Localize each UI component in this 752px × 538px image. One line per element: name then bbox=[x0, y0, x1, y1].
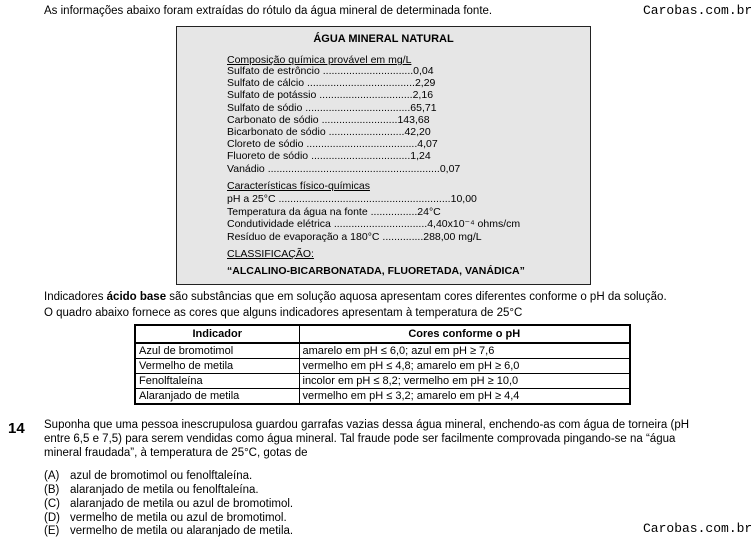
intro-text: As informações abaixo foram extraídas do rótulo da água mineral de determinada fonte. bbox=[44, 5, 493, 17]
option-a[interactable]: (A) azul de bromotimol ou fenolftaleína. bbox=[44, 470, 253, 482]
table-header-row bbox=[135, 325, 630, 343]
header-colors: Cores conforme o pH bbox=[299, 325, 630, 343]
composition-line bbox=[227, 89, 433, 101]
physchem-line bbox=[227, 231, 482, 243]
indicator-paragraph bbox=[44, 290, 667, 304]
physchem-line bbox=[227, 218, 520, 230]
composition-name: Cloreto de sódio bbox=[227, 138, 304, 151]
composition-name: Sulfato de estrôncio bbox=[227, 65, 320, 77]
physchem-line bbox=[227, 206, 441, 218]
composition-value: 2,29 bbox=[414, 77, 436, 90]
para1-bold: ácido base bbox=[106, 291, 167, 303]
composition-dots: .......................... bbox=[321, 113, 398, 126]
physchem-dots: .............. bbox=[382, 230, 424, 243]
composition-line bbox=[227, 138, 438, 150]
indicator-name: Azul de bromotimol bbox=[135, 343, 299, 359]
composition-name: Fluoreto de sódio bbox=[227, 150, 309, 163]
composition-value: 42,20 bbox=[404, 126, 431, 138]
physchem-value: 10,00 bbox=[450, 193, 477, 205]
option-c[interactable]: (C) alaranjado de metila ou azul de bromotimol. bbox=[44, 498, 294, 510]
composition-dots: .................................. bbox=[311, 150, 411, 163]
table-row bbox=[135, 389, 630, 405]
indicator-name: Fenolftaleína bbox=[135, 374, 299, 389]
header-indicator: Indicador bbox=[135, 325, 299, 343]
composition-line bbox=[227, 77, 435, 89]
indicator-table bbox=[134, 324, 631, 405]
composition-line bbox=[227, 65, 434, 77]
composition-dots: .................................... bbox=[305, 101, 411, 114]
physchem-name: Resíduo de evaporação a 180°C bbox=[227, 230, 380, 243]
table-row bbox=[135, 374, 630, 389]
composition-line bbox=[227, 114, 430, 126]
composition-dots: .......................... bbox=[328, 126, 405, 138]
question-line: Suponha que uma pessoa inescrupulosa guardou garrafas vazias dessa água mineral, enchendo-as com água de torneira (pH bbox=[44, 419, 690, 431]
physchem-name: Condutividade elétrica bbox=[227, 218, 331, 230]
composition-line bbox=[227, 150, 431, 162]
question-line: entre 6,5 e 7,5) para serem vendidas como água mineral. Tal fraude pode ser facilmente comprovada pingando-se na “água bbox=[44, 433, 676, 445]
composition-header: Composição química provável em mg/L bbox=[227, 54, 412, 66]
composition-line bbox=[227, 126, 431, 138]
physchem-value: 288,00 mg/L bbox=[423, 230, 482, 243]
physchem-header: Características físico-químicas bbox=[227, 180, 370, 192]
classification-header: CLASSIFICAÇÃO: bbox=[227, 248, 314, 260]
physchem-line bbox=[227, 193, 477, 205]
indicator-colors: vermelho em pH ≤ 3,2; amarelo em pH ≥ 4,4 bbox=[299, 389, 630, 405]
physchem-dots: ................................ bbox=[333, 218, 428, 230]
composition-name: Sulfato de potássio bbox=[227, 89, 317, 102]
indicator-colors: incolor em pH ≤ 8,2; vermelho em pH ≥ 10,0 bbox=[299, 374, 630, 389]
physchem-name: Temperatura da água na fonte bbox=[227, 205, 368, 218]
classification-text: “ALCALINO-BICARBONATADA, FLUORETADA, VANÁDICA” bbox=[227, 265, 525, 277]
physchem-dots: ........................................................... bbox=[278, 193, 451, 205]
option-e[interactable]: (E) vermelho de metila ou alaranjado de metila. bbox=[44, 525, 294, 537]
composition-value: 0,04 bbox=[413, 65, 434, 77]
composition-name: Carbonato de sódio bbox=[227, 113, 319, 126]
composition-line bbox=[227, 163, 460, 175]
composition-value: 1,24 bbox=[410, 150, 431, 163]
composition-dots: ............................... bbox=[322, 65, 414, 77]
composition-value: 0,07 bbox=[439, 162, 461, 175]
question-number: 14 bbox=[8, 420, 25, 437]
composition-value: 65,71 bbox=[410, 101, 437, 114]
label-title: ÁGUA MINERAL NATURAL bbox=[313, 33, 454, 45]
para1-pre: Indicadores bbox=[44, 291, 107, 303]
option-d[interactable]: (D) vermelho de metila ou azul de bromotimol. bbox=[44, 512, 287, 524]
composition-dots: ..................................... bbox=[306, 77, 415, 90]
physchem-value: 24°C bbox=[417, 205, 441, 218]
composition-dots: ........................................................... bbox=[267, 162, 440, 175]
table-row bbox=[135, 343, 630, 359]
composition-dots: ...................................... bbox=[306, 138, 418, 151]
composition-name: Vanádio bbox=[227, 162, 265, 175]
watermark-bottom: Carobas.com.br bbox=[643, 521, 752, 536]
watermark-top: Carobas.com.br bbox=[643, 3, 752, 18]
para1-post: são substâncias que em solução aquosa apresentam cores diferentes conforme o pH da solução. bbox=[166, 291, 667, 303]
composition-line bbox=[227, 102, 437, 114]
indicator-colors: vermelho em pH ≤ 4,8; amarelo em pH ≥ 6,0 bbox=[299, 359, 630, 374]
physchem-dots: ................ bbox=[370, 205, 418, 218]
table-row bbox=[135, 359, 630, 374]
composition-value: 143,68 bbox=[397, 113, 430, 126]
composition-value: 4,07 bbox=[417, 138, 438, 151]
composition-name: Bicarbonato de sódio bbox=[227, 126, 326, 138]
table-intro: O quadro abaixo fornece as cores que alguns indicadores apresentam à temperatura de 25°C bbox=[44, 307, 523, 319]
composition-name: Sulfato de sódio bbox=[227, 101, 303, 114]
composition-name: Sulfato de cálcio bbox=[227, 77, 305, 90]
indicator-name: Vermelho de metila bbox=[135, 359, 299, 374]
physchem-name: pH a 25°C bbox=[227, 193, 276, 205]
composition-dots: ................................ bbox=[319, 89, 413, 102]
mineral-water-label bbox=[176, 26, 591, 285]
physchem-value: 4,40x10⁻⁴ ohms/cm bbox=[427, 218, 521, 230]
option-b[interactable]: (B) alaranjado de metila ou fenolftaleína. bbox=[44, 484, 259, 496]
indicator-name: Alaranjado de metila bbox=[135, 389, 299, 405]
question-line: mineral fraudada”, à temperatura de 25°C, gotas de bbox=[44, 447, 308, 459]
composition-value: 2,16 bbox=[412, 89, 434, 102]
indicator-colors: amarelo em pH ≤ 6,0; azul em pH ≥ 7,6 bbox=[299, 343, 630, 359]
